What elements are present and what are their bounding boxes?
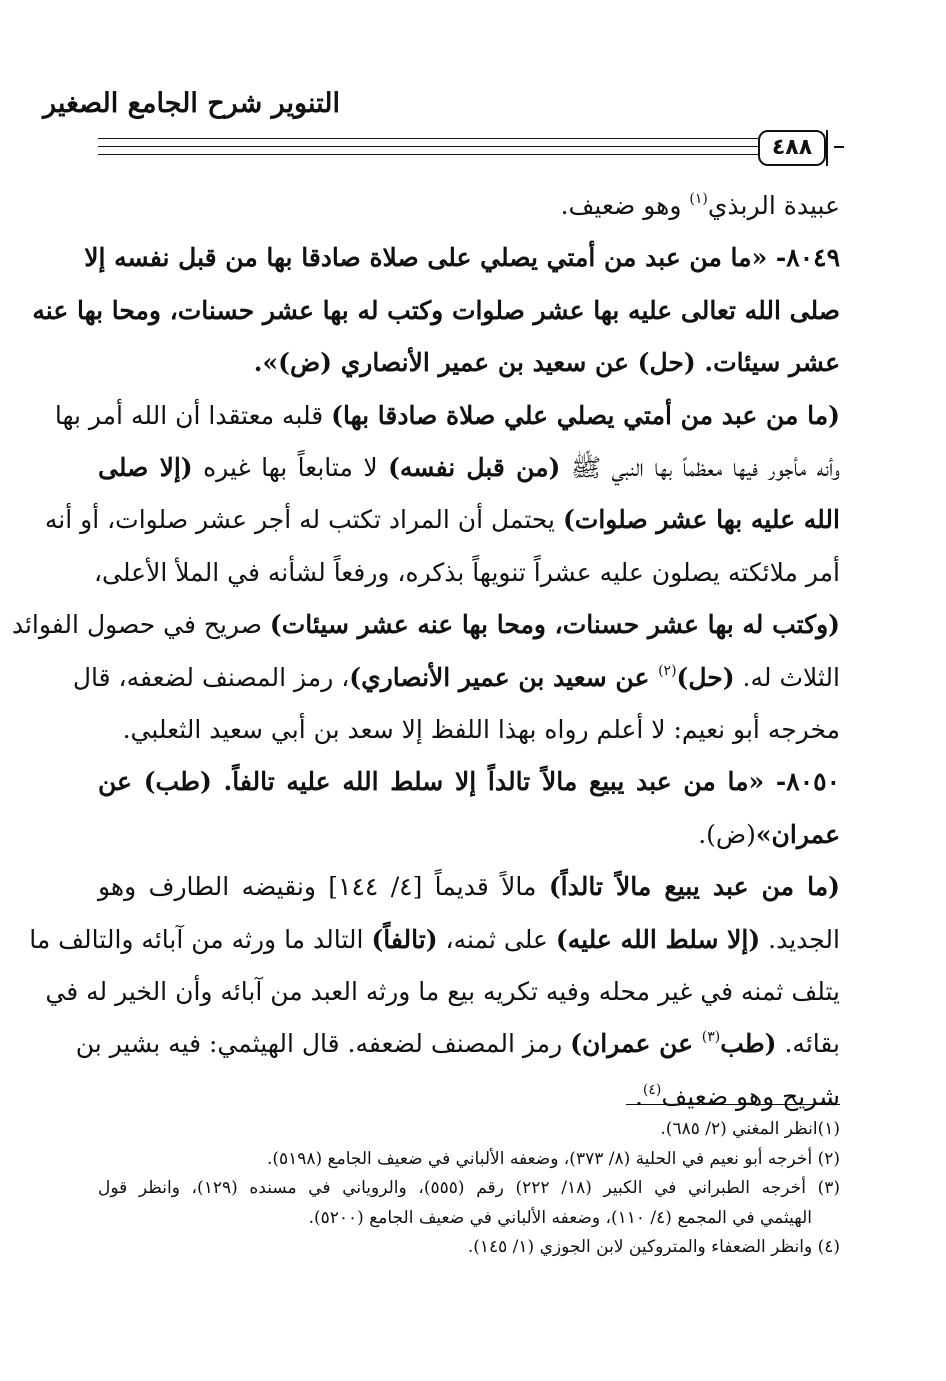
text-span: الهيثمي في المجمع (٤/ ١١٠)، وضعفه الألباني في ضعيف الجامع (٥٢٠٠). — [308, 1207, 812, 1228]
text-span: لا متابعاً بها غيره — [192, 453, 389, 482]
text-span: بقائه. — [776, 1029, 840, 1059]
header-rule — [98, 138, 758, 139]
text-span: عبيدة الربذي — [707, 191, 840, 220]
text-span: رمز المصنف لضعفه. قال الهيثمي: فيه بشير بن — [75, 1029, 571, 1059]
text-line — [84, 232, 840, 284]
page-box-dash — [834, 146, 844, 148]
text-span: صريح في حصول الفوائد — [11, 610, 270, 640]
text-line — [98, 704, 840, 756]
footnote-rule — [626, 1104, 840, 1105]
text-span: (٣) أخرجه الطبراني في الكبير (١٨/ ٢٢٢) رقم (٥٥٥)، والروياني في مسنده (١٢٩)، وانظر قول — [98, 1178, 840, 1198]
text-span: الثلاث له. — [734, 662, 840, 692]
text-line — [98, 756, 840, 808]
bold-text: عن سعيد بن عمير الأنصاري) — [349, 662, 659, 692]
text-span: مخرجه أبو نعيم: لا أعلم رواه بهذا اللفظ إلا سعد بن أبي سعيد الثعلبي. — [122, 715, 840, 744]
text-line — [98, 180, 840, 232]
text-line — [98, 809, 840, 861]
footnote-line — [98, 1144, 840, 1174]
text-span: على ثمنه، — [437, 924, 556, 954]
text-span: شريح وهو ضعيف — [661, 1081, 840, 1111]
bold-text: عشر سيئات. (حل) عن سعيد بن عمير الأنصاري (ض)». — [253, 348, 840, 378]
footnote-marker: (١) — [689, 191, 708, 207]
text-span: الجديد. — [760, 924, 840, 954]
text-span: يتلف ثمنه في غير محله وفيه تكريه بيع ما ورثه العبد من آبائه وأن الخير له في — [45, 977, 840, 1006]
text-span: يحتمل أن المراد تكتب له أجر عشر صلوات، أو أنه — [44, 505, 563, 535]
bold-text: (إلا صلى — [98, 453, 193, 482]
text-span: (ض). — [698, 819, 756, 849]
bold-text: (طب — [720, 1029, 777, 1059]
bold-text: صلى الله تعالى عليه بها عشر صلوات وكتب له بها عشر حسنات، ومحا بها عنه — [32, 295, 840, 325]
text-line — [29, 914, 840, 966]
text-line — [72, 652, 840, 704]
text-span: أمر ملائكته يصلون عليه عشراً تنويهاً بذكره، ورفعاً لشأنه في الملأ الأعلى، — [93, 557, 840, 587]
header-rule — [98, 146, 758, 147]
text-line — [75, 1018, 840, 1070]
bold-text: الله عليه بها عشر صلوات) — [562, 505, 840, 535]
running-header-title: التنوير شرح الجامع الصغير — [43, 88, 340, 119]
footnote-line — [98, 1232, 840, 1262]
text-line — [98, 861, 840, 913]
bold-text: (ما من عبد يبيع مالاً تالداً) — [548, 872, 841, 902]
bold-text: (تالفاً) — [371, 924, 438, 954]
page-box-bracket — [826, 130, 834, 166]
text-span: مالاً قديماً [٤/ ١٤٤] ونقيضه الطارف وهو — [98, 872, 549, 902]
text-span: وأنه مأجور فيها معظماً بها النبي ﷺ — [560, 453, 840, 482]
text-span: وهو ضعيف. — [560, 191, 690, 220]
footnote-line — [100, 1203, 812, 1233]
text-line — [44, 494, 840, 546]
text-span: قلبه معتقدا أن الله أمر بها — [54, 400, 332, 430]
bold-text: ٨٠٥٠- «ما من عبد يبيع مالاً تالداً إلا سلط الله عليه تالفاً. (طب) عن — [98, 767, 840, 797]
bold-text: ٨٠٤٩- «ما من عبد من أمتي يصلي على صلاة صادقا بها من قبل نفسه إلا — [84, 243, 840, 273]
bold-text: (إلا سلط الله عليه) — [555, 924, 761, 954]
text-line — [93, 547, 840, 599]
text-line — [98, 442, 840, 494]
text-line — [54, 390, 840, 442]
footnote-line — [98, 1114, 840, 1144]
bold-text: (ما من عبد من أمتي يصلي علي صلاة صادقا بها) — [331, 400, 840, 430]
bold-text: (حل) — [676, 662, 735, 692]
text-span: (٤) وانظر الضعفاء والمتروكين لابن الجوزي (١/ ١٤٥). — [467, 1237, 840, 1257]
text-line — [98, 337, 840, 389]
footnote-line — [98, 1173, 840, 1203]
footnote-marker: (٤) — [642, 1081, 662, 1098]
bold-text: عمران» — [755, 819, 840, 849]
text-span: ، رمز المصنف لضعفه، قال — [72, 662, 350, 692]
bold-text: (وكتب له بها عشر حسنات، ومحا بها عنه عشر سيئات) — [269, 610, 840, 640]
header-rule — [98, 154, 758, 155]
text-span: (٢) أخرجه أبو نعيم في الحلية (٨/ ٣٧٣)، وضعفه الألباني في ضعيف الجامع (٥١٩٨). — [266, 1148, 840, 1169]
footnote-marker: (٢) — [658, 662, 677, 679]
page-number-box: ٤٨٨ — [758, 130, 826, 166]
text-line — [45, 966, 840, 1018]
footnote-marker: (٣) — [701, 1029, 721, 1046]
bold-text: عن عمران) — [570, 1029, 702, 1059]
text-span: (١)انظر المغني (٢/ ٦٨٥). — [660, 1119, 840, 1139]
text-line — [32, 285, 840, 337]
text-line — [11, 599, 840, 651]
bold-text: (من قبل نفسه) — [388, 453, 561, 482]
text-span: التالد ما ورثه من آبائه والتالف ما — [29, 924, 372, 954]
text-span: . — [634, 1081, 643, 1111]
